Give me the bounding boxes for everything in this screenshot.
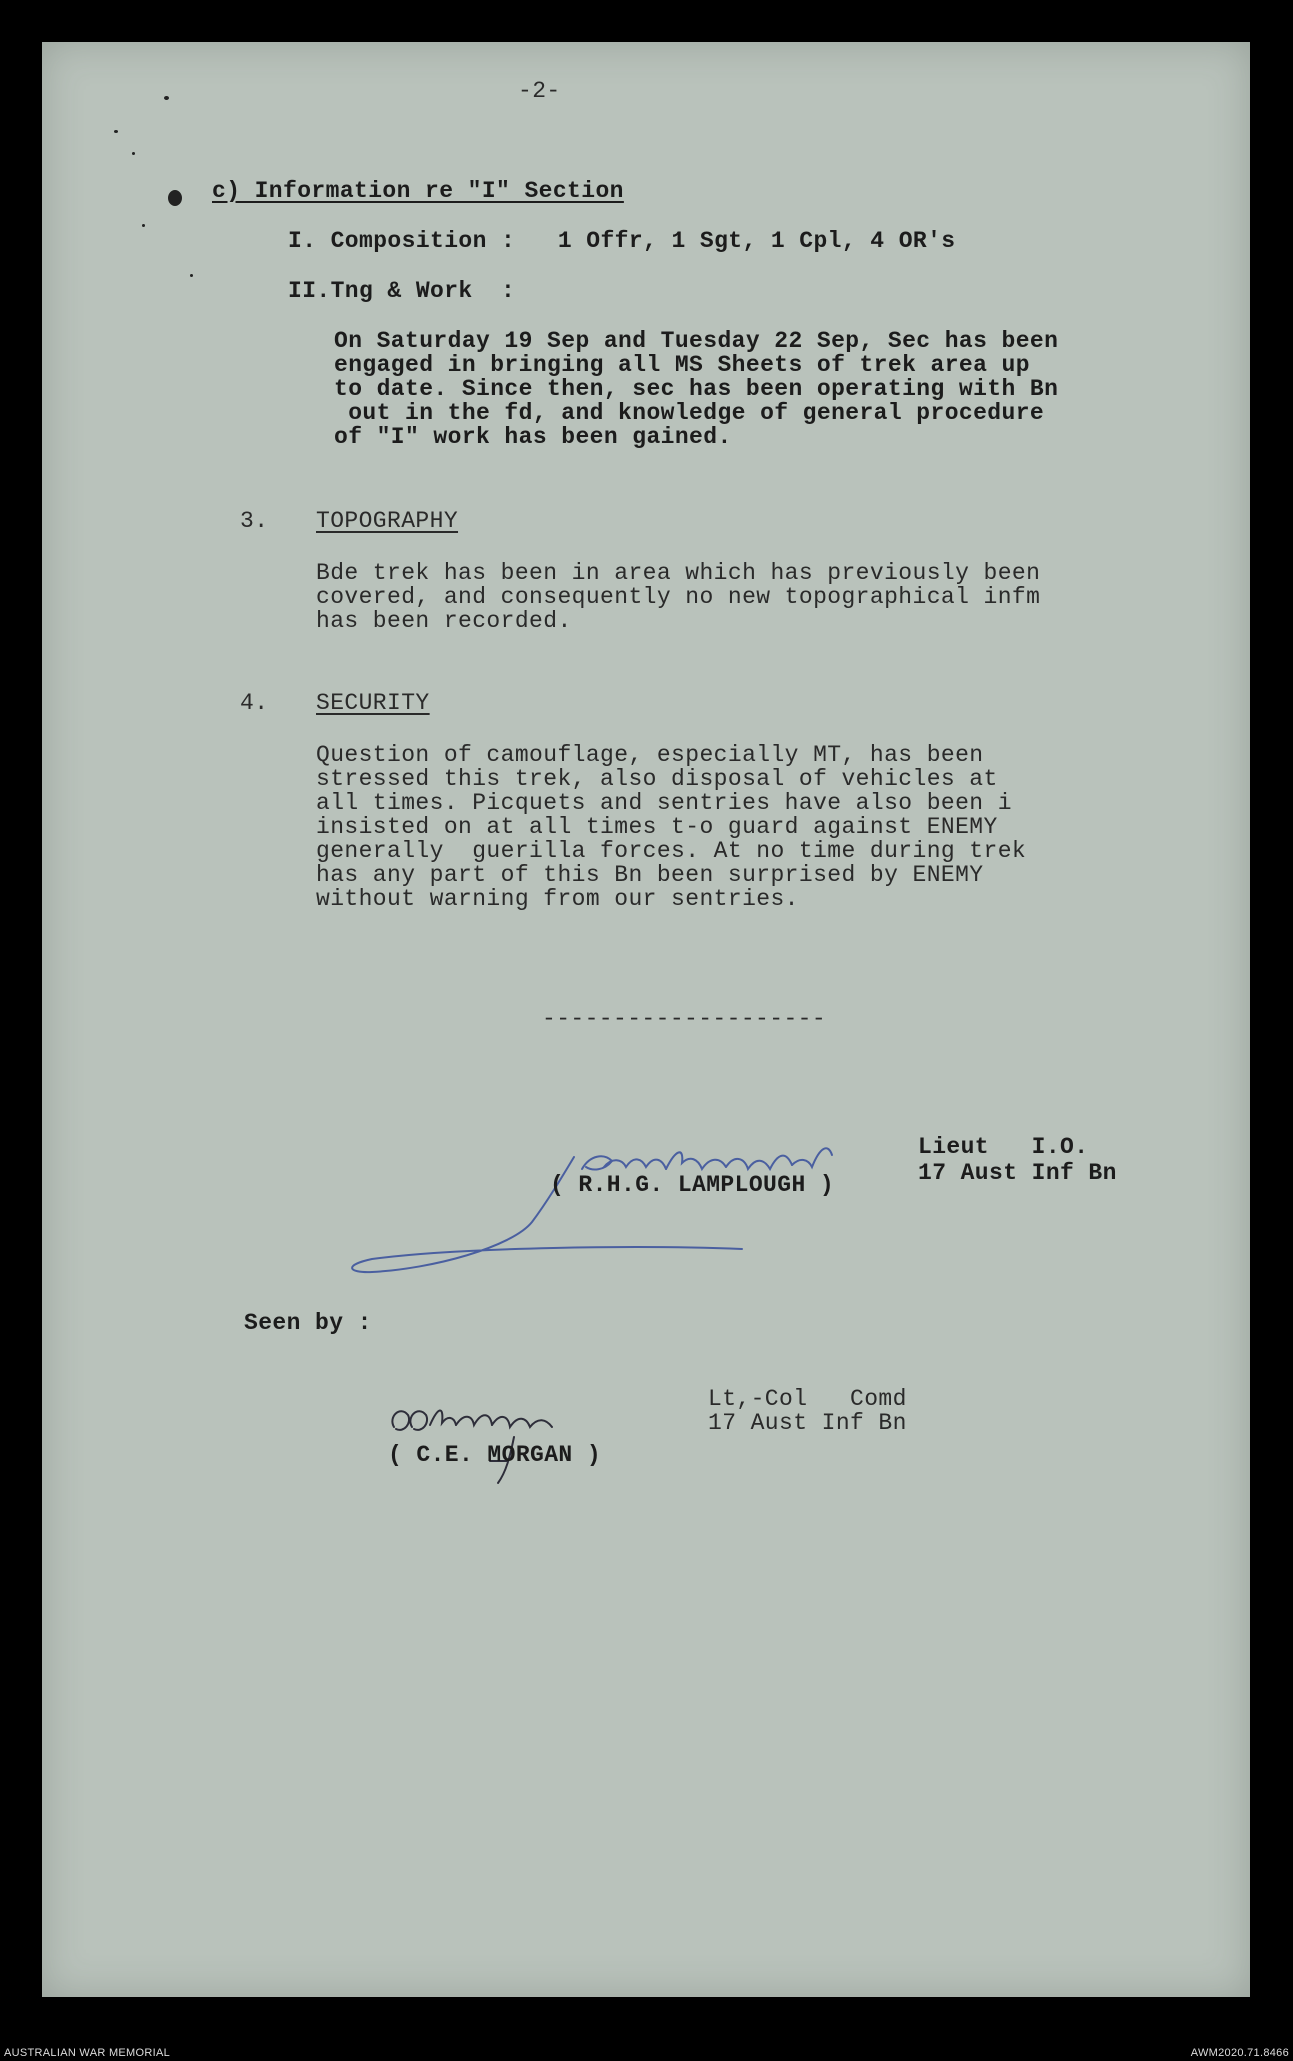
section-3-number: 3.: [240, 508, 269, 534]
section-c-line: On Saturday 19 Sep and Tuesday 22 Sep, Sec has been: [334, 328, 1059, 354]
section-4-line: stressed this trek, also disposal of vehicles at: [316, 766, 998, 792]
section-3-line: has been recorded.: [316, 608, 572, 634]
section-3-heading: TOPOGRAPHY: [316, 508, 459, 534]
section-4-line: without warning from our sentries.: [316, 886, 799, 912]
signatory-2-unit: 17 Aust Inf Bn: [708, 1410, 907, 1436]
footer-accession-id: AWM2020.71.8466: [1190, 2047, 1289, 2059]
footer-source: AUSTRALIAN WAR MEMORIAL: [4, 2047, 171, 2059]
section-4-heading: SECURITY: [316, 690, 430, 716]
signatory-1-rank: Lieut I.O.: [918, 1134, 1089, 1160]
ink-speck: [190, 274, 193, 277]
section-3-line: Bde trek has been in area which has previously been: [316, 560, 1041, 586]
signatory-1-unit: 17 Aust Inf Bn: [918, 1160, 1117, 1186]
page-number: -2-: [518, 78, 561, 104]
section-c-line: of "I" work has been gained.: [334, 424, 732, 450]
section-4-number: 4.: [240, 690, 269, 716]
signatory-2-name: ( C.E. MORGAN ): [388, 1442, 602, 1468]
signatory-1-name: ( R.H.G. LAMPLOUGH ): [550, 1172, 835, 1198]
document-page: [42, 42, 1250, 1997]
section-c-heading-text: c) Information re "I" Section: [212, 178, 624, 204]
section-4-line: has any part of this Bn been surprised by ENEMY: [316, 862, 984, 888]
training-heading: II.Tng & Work :: [288, 278, 516, 304]
section-4-line: generally guerilla forces. At no time during trek: [316, 838, 1027, 864]
composition-line: I. Composition : 1 Offr, 1 Sgt, 1 Cpl, 4 OR's: [288, 228, 956, 254]
ink-speck: [164, 96, 169, 100]
seen-by-label: Seen by :: [244, 1310, 372, 1336]
section-divider: --------------------: [542, 1006, 827, 1032]
section-c-line: out in the fd, and knowledge of general procedure: [334, 400, 1045, 426]
section-4-line: all times. Picquets and sentries have also been i: [316, 790, 1012, 816]
ink-speck: [114, 130, 118, 133]
section-c-heading: [212, 178, 624, 204]
section-4-line: Question of camouflage, especially MT, has been: [316, 742, 984, 768]
section-3-line: covered, and consequently no new topographical infm: [316, 584, 1041, 610]
section-4-line: insisted on at all times t-o guard against ENEMY: [316, 814, 998, 840]
ink-speck: [132, 152, 135, 155]
section-c-line: to date. Since then, sec has been operating with Bn: [334, 376, 1059, 402]
signatory-2-rank: Lt,-Col Comd: [708, 1386, 907, 1412]
ink-speck: [142, 224, 145, 227]
section-c-line: engaged in bringing all MS Sheets of trek area up: [334, 352, 1030, 378]
morgan-signature: [382, 1377, 642, 1487]
ink-blot: [168, 190, 182, 206]
